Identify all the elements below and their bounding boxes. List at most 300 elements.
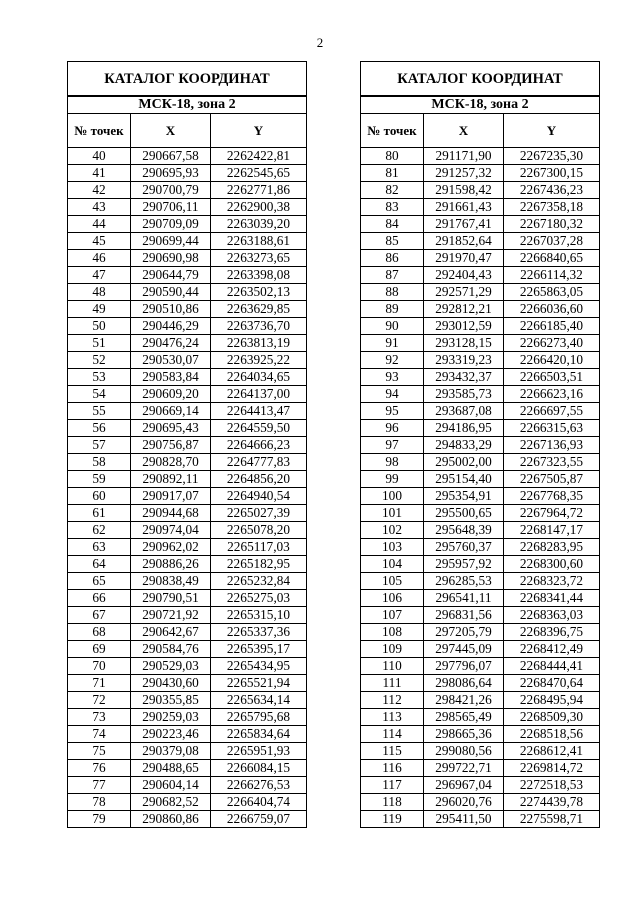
point-number-cell: 81 bbox=[361, 165, 424, 182]
column-header-x: X bbox=[424, 114, 504, 148]
x-coordinate-cell: 295002,00 bbox=[424, 454, 504, 471]
table-row bbox=[361, 607, 600, 624]
point-number-cell: 97 bbox=[361, 437, 424, 454]
point-number-cell: 119 bbox=[361, 811, 424, 828]
x-coordinate-cell: 290838,49 bbox=[131, 573, 211, 590]
point-number-cell: 50 bbox=[68, 318, 131, 335]
coordinate-catalog-table bbox=[67, 61, 307, 828]
point-number-cell: 83 bbox=[361, 199, 424, 216]
point-number-cell: 48 bbox=[68, 284, 131, 301]
table-row bbox=[68, 505, 307, 522]
table-row bbox=[361, 369, 600, 386]
point-number-cell: 107 bbox=[361, 607, 424, 624]
y-coordinate-cell: 2266273,40 bbox=[504, 335, 600, 352]
y-coordinate-cell: 2264413,47 bbox=[211, 403, 307, 420]
table-row bbox=[68, 556, 307, 573]
point-number-cell: 75 bbox=[68, 743, 131, 760]
point-number-cell: 116 bbox=[361, 760, 424, 777]
y-coordinate-cell: 2263629,85 bbox=[211, 301, 307, 318]
x-coordinate-cell: 290430,60 bbox=[131, 675, 211, 692]
point-number-cell: 60 bbox=[68, 488, 131, 505]
table-row bbox=[68, 165, 307, 182]
point-number-cell: 102 bbox=[361, 522, 424, 539]
x-coordinate-cell: 292404,43 bbox=[424, 267, 504, 284]
y-coordinate-cell: 2263736,70 bbox=[211, 318, 307, 335]
table-row bbox=[361, 556, 600, 573]
point-number-cell: 118 bbox=[361, 794, 424, 811]
y-coordinate-cell: 2272518,53 bbox=[504, 777, 600, 794]
x-coordinate-cell: 290790,51 bbox=[131, 590, 211, 607]
table-row bbox=[361, 811, 600, 828]
point-number-cell: 105 bbox=[361, 573, 424, 590]
page-number: 2 bbox=[316, 35, 324, 50]
x-coordinate-cell: 290488,65 bbox=[131, 760, 211, 777]
table-row bbox=[361, 148, 600, 165]
x-coordinate-cell: 290259,03 bbox=[131, 709, 211, 726]
x-coordinate-cell: 297445,09 bbox=[424, 641, 504, 658]
table-row bbox=[361, 692, 600, 709]
x-coordinate-cell: 290892,11 bbox=[131, 471, 211, 488]
table-row bbox=[361, 182, 600, 199]
table-row bbox=[361, 437, 600, 454]
point-number-cell: 111 bbox=[361, 675, 424, 692]
point-number-cell: 40 bbox=[68, 148, 131, 165]
y-coordinate-cell: 2266276,53 bbox=[211, 777, 307, 794]
point-number-cell: 57 bbox=[68, 437, 131, 454]
y-coordinate-cell: 2266420,10 bbox=[504, 352, 600, 369]
y-coordinate-cell: 2265117,03 bbox=[211, 539, 307, 556]
table-row bbox=[68, 607, 307, 624]
x-coordinate-cell: 291852,64 bbox=[424, 233, 504, 250]
table-row bbox=[361, 658, 600, 675]
table-row bbox=[361, 250, 600, 267]
point-number-cell: 52 bbox=[68, 352, 131, 369]
table-row bbox=[361, 709, 600, 726]
x-coordinate-cell: 290642,67 bbox=[131, 624, 211, 641]
table-row bbox=[361, 624, 600, 641]
table-row bbox=[68, 743, 307, 760]
y-coordinate-cell: 2267964,72 bbox=[504, 505, 600, 522]
y-coordinate-cell: 2266503,51 bbox=[504, 369, 600, 386]
y-coordinate-cell: 2266840,65 bbox=[504, 250, 600, 267]
x-coordinate-cell: 296831,56 bbox=[424, 607, 504, 624]
point-number-cell: 109 bbox=[361, 641, 424, 658]
table-row bbox=[361, 165, 600, 182]
x-coordinate-cell: 290530,07 bbox=[131, 352, 211, 369]
table-row bbox=[68, 590, 307, 607]
table-row bbox=[68, 403, 307, 420]
x-coordinate-cell: 290962,02 bbox=[131, 539, 211, 556]
point-number-cell: 117 bbox=[361, 777, 424, 794]
point-number-cell: 110 bbox=[361, 658, 424, 675]
x-coordinate-cell: 291598,42 bbox=[424, 182, 504, 199]
y-coordinate-cell: 2266185,40 bbox=[504, 318, 600, 335]
point-number-cell: 45 bbox=[68, 233, 131, 250]
table-row bbox=[361, 675, 600, 692]
y-coordinate-cell: 2262900,38 bbox=[211, 199, 307, 216]
x-coordinate-cell: 290944,68 bbox=[131, 505, 211, 522]
y-coordinate-cell: 2265078,20 bbox=[211, 522, 307, 539]
x-coordinate-cell: 290682,52 bbox=[131, 794, 211, 811]
x-coordinate-cell: 290699,44 bbox=[131, 233, 211, 250]
y-coordinate-cell: 2264666,23 bbox=[211, 437, 307, 454]
x-coordinate-cell: 296020,76 bbox=[424, 794, 504, 811]
table-row bbox=[361, 641, 600, 658]
y-coordinate-cell: 2266036,60 bbox=[504, 301, 600, 318]
x-coordinate-cell: 290690,98 bbox=[131, 250, 211, 267]
table-row bbox=[361, 216, 600, 233]
point-number-cell: 94 bbox=[361, 386, 424, 403]
x-coordinate-cell: 294833,29 bbox=[424, 437, 504, 454]
table-row bbox=[68, 233, 307, 250]
table-row bbox=[361, 267, 600, 284]
table-row bbox=[361, 743, 600, 760]
table-row bbox=[68, 539, 307, 556]
y-coordinate-cell: 2265027,39 bbox=[211, 505, 307, 522]
point-number-cell: 46 bbox=[68, 250, 131, 267]
x-coordinate-cell: 290355,85 bbox=[131, 692, 211, 709]
point-number-cell: 79 bbox=[68, 811, 131, 828]
x-coordinate-cell: 295648,39 bbox=[424, 522, 504, 539]
point-number-cell: 101 bbox=[361, 505, 424, 522]
y-coordinate-cell: 2267136,93 bbox=[504, 437, 600, 454]
x-coordinate-cell: 295500,65 bbox=[424, 505, 504, 522]
point-number-cell: 91 bbox=[361, 335, 424, 352]
point-number-cell: 99 bbox=[361, 471, 424, 488]
table-row bbox=[68, 760, 307, 777]
table-row bbox=[361, 471, 600, 488]
point-number-cell: 74 bbox=[68, 726, 131, 743]
y-coordinate-cell: 2263502,13 bbox=[211, 284, 307, 301]
point-number-cell: 42 bbox=[68, 182, 131, 199]
table-row bbox=[68, 420, 307, 437]
y-coordinate-cell: 2266315,63 bbox=[504, 420, 600, 437]
point-number-cell: 106 bbox=[361, 590, 424, 607]
x-coordinate-cell: 290446,29 bbox=[131, 318, 211, 335]
x-coordinate-cell: 290756,87 bbox=[131, 437, 211, 454]
y-coordinate-cell: 2274439,78 bbox=[504, 794, 600, 811]
x-coordinate-cell: 290584,76 bbox=[131, 641, 211, 658]
table-row bbox=[68, 675, 307, 692]
y-coordinate-cell: 2268323,72 bbox=[504, 573, 600, 590]
x-coordinate-cell: 295354,91 bbox=[424, 488, 504, 505]
x-coordinate-cell: 296285,53 bbox=[424, 573, 504, 590]
y-coordinate-cell: 2266697,55 bbox=[504, 403, 600, 420]
y-coordinate-cell: 2264034,65 bbox=[211, 369, 307, 386]
table-row bbox=[361, 420, 600, 437]
y-coordinate-cell: 2264137,00 bbox=[211, 386, 307, 403]
x-coordinate-cell: 290379,08 bbox=[131, 743, 211, 760]
point-number-cell: 92 bbox=[361, 352, 424, 369]
point-number-cell: 71 bbox=[68, 675, 131, 692]
x-coordinate-cell: 290223,46 bbox=[131, 726, 211, 743]
table-title: КАТАЛОГ КООРДИНАТ bbox=[361, 62, 600, 97]
point-number-cell: 93 bbox=[361, 369, 424, 386]
x-coordinate-cell: 290604,14 bbox=[131, 777, 211, 794]
y-coordinate-cell: 2275598,71 bbox=[504, 811, 600, 828]
point-number-cell: 89 bbox=[361, 301, 424, 318]
y-coordinate-cell: 2268300,60 bbox=[504, 556, 600, 573]
point-number-cell: 51 bbox=[68, 335, 131, 352]
y-coordinate-cell: 2265834,64 bbox=[211, 726, 307, 743]
point-number-cell: 69 bbox=[68, 641, 131, 658]
y-coordinate-cell: 2266623,16 bbox=[504, 386, 600, 403]
table-row bbox=[68, 488, 307, 505]
y-coordinate-cell: 2268283,95 bbox=[504, 539, 600, 556]
point-number-cell: 104 bbox=[361, 556, 424, 573]
x-coordinate-cell: 290644,79 bbox=[131, 267, 211, 284]
point-number-cell: 68 bbox=[68, 624, 131, 641]
y-coordinate-cell: 2268147,17 bbox=[504, 522, 600, 539]
table-row bbox=[361, 573, 600, 590]
point-number-cell: 49 bbox=[68, 301, 131, 318]
point-number-cell: 108 bbox=[361, 624, 424, 641]
table-row bbox=[68, 726, 307, 743]
x-coordinate-cell: 290828,70 bbox=[131, 454, 211, 471]
point-number-cell: 66 bbox=[68, 590, 131, 607]
y-coordinate-cell: 2263039,20 bbox=[211, 216, 307, 233]
x-coordinate-cell: 290510,86 bbox=[131, 301, 211, 318]
table-row bbox=[361, 760, 600, 777]
table-row bbox=[68, 692, 307, 709]
y-coordinate-cell: 2268509,30 bbox=[504, 709, 600, 726]
table-row bbox=[68, 369, 307, 386]
x-coordinate-cell: 299722,71 bbox=[424, 760, 504, 777]
table-row bbox=[68, 199, 307, 216]
point-number-cell: 87 bbox=[361, 267, 424, 284]
x-coordinate-cell: 290590,44 bbox=[131, 284, 211, 301]
table-row bbox=[68, 352, 307, 369]
point-number-cell: 67 bbox=[68, 607, 131, 624]
point-number-cell: 70 bbox=[68, 658, 131, 675]
table-row bbox=[68, 573, 307, 590]
table-row bbox=[68, 267, 307, 284]
table-row bbox=[361, 403, 600, 420]
x-coordinate-cell: 291257,32 bbox=[424, 165, 504, 182]
y-coordinate-cell: 2267436,23 bbox=[504, 182, 600, 199]
table-row bbox=[68, 522, 307, 539]
point-number-cell: 56 bbox=[68, 420, 131, 437]
x-coordinate-cell: 290695,93 bbox=[131, 165, 211, 182]
table-row bbox=[68, 284, 307, 301]
table-row bbox=[68, 318, 307, 335]
y-coordinate-cell: 2263188,61 bbox=[211, 233, 307, 250]
y-coordinate-cell: 2262545,65 bbox=[211, 165, 307, 182]
table-row bbox=[361, 301, 600, 318]
y-coordinate-cell: 2264559,50 bbox=[211, 420, 307, 437]
x-coordinate-cell: 290721,92 bbox=[131, 607, 211, 624]
y-coordinate-cell: 2265951,93 bbox=[211, 743, 307, 760]
table-row bbox=[68, 624, 307, 641]
y-coordinate-cell: 2266084,15 bbox=[211, 760, 307, 777]
x-coordinate-cell: 292571,29 bbox=[424, 284, 504, 301]
x-coordinate-cell: 290476,24 bbox=[131, 335, 211, 352]
y-coordinate-cell: 2268444,41 bbox=[504, 658, 600, 675]
point-number-cell: 73 bbox=[68, 709, 131, 726]
y-coordinate-cell: 2268412,49 bbox=[504, 641, 600, 658]
y-coordinate-cell: 2267180,32 bbox=[504, 216, 600, 233]
x-coordinate-cell: 296541,11 bbox=[424, 590, 504, 607]
table-row bbox=[68, 794, 307, 811]
x-coordinate-cell: 296967,04 bbox=[424, 777, 504, 794]
y-coordinate-cell: 2267768,35 bbox=[504, 488, 600, 505]
table-row bbox=[361, 726, 600, 743]
table-row bbox=[361, 318, 600, 335]
y-coordinate-cell: 2263925,22 bbox=[211, 352, 307, 369]
x-coordinate-cell: 295957,92 bbox=[424, 556, 504, 573]
y-coordinate-cell: 2267235,30 bbox=[504, 148, 600, 165]
point-number-cell: 100 bbox=[361, 488, 424, 505]
y-coordinate-cell: 2265434,95 bbox=[211, 658, 307, 675]
y-coordinate-cell: 2265275,03 bbox=[211, 590, 307, 607]
x-coordinate-cell: 293687,08 bbox=[424, 403, 504, 420]
y-coordinate-cell: 2263398,08 bbox=[211, 267, 307, 284]
x-coordinate-cell: 297796,07 bbox=[424, 658, 504, 675]
x-coordinate-cell: 295154,40 bbox=[424, 471, 504, 488]
table-row bbox=[68, 811, 307, 828]
x-coordinate-cell: 290709,09 bbox=[131, 216, 211, 233]
point-number-cell: 43 bbox=[68, 199, 131, 216]
column-header-point-number: № точек bbox=[361, 114, 424, 148]
point-number-cell: 47 bbox=[68, 267, 131, 284]
y-coordinate-cell: 2265232,84 bbox=[211, 573, 307, 590]
table-row bbox=[68, 709, 307, 726]
point-number-cell: 64 bbox=[68, 556, 131, 573]
table-row bbox=[68, 335, 307, 352]
table-row bbox=[361, 488, 600, 505]
table-row bbox=[68, 301, 307, 318]
point-number-cell: 84 bbox=[361, 216, 424, 233]
x-coordinate-cell: 290700,79 bbox=[131, 182, 211, 199]
point-number-cell: 77 bbox=[68, 777, 131, 794]
point-number-cell: 85 bbox=[361, 233, 424, 250]
y-coordinate-cell: 2268363,03 bbox=[504, 607, 600, 624]
x-coordinate-cell: 293012,59 bbox=[424, 318, 504, 335]
table-row bbox=[361, 284, 600, 301]
point-number-cell: 82 bbox=[361, 182, 424, 199]
column-header-y: Y bbox=[504, 114, 600, 148]
x-coordinate-cell: 290529,03 bbox=[131, 658, 211, 675]
point-number-cell: 72 bbox=[68, 692, 131, 709]
x-coordinate-cell: 290609,20 bbox=[131, 386, 211, 403]
x-coordinate-cell: 290667,58 bbox=[131, 148, 211, 165]
y-coordinate-cell: 2262422,81 bbox=[211, 148, 307, 165]
point-number-cell: 96 bbox=[361, 420, 424, 437]
x-coordinate-cell: 293128,15 bbox=[424, 335, 504, 352]
x-coordinate-cell: 291970,47 bbox=[424, 250, 504, 267]
x-coordinate-cell: 295411,50 bbox=[424, 811, 504, 828]
y-coordinate-cell: 2262771,86 bbox=[211, 182, 307, 199]
x-coordinate-cell: 292812,21 bbox=[424, 301, 504, 318]
x-coordinate-cell: 290860,86 bbox=[131, 811, 211, 828]
y-coordinate-cell: 2265182,95 bbox=[211, 556, 307, 573]
y-coordinate-cell: 2266404,74 bbox=[211, 794, 307, 811]
y-coordinate-cell: 2264856,20 bbox=[211, 471, 307, 488]
y-coordinate-cell: 2268518,56 bbox=[504, 726, 600, 743]
column-header-y: Y bbox=[211, 114, 307, 148]
y-coordinate-cell: 2263273,65 bbox=[211, 250, 307, 267]
coordinate-catalog-table bbox=[360, 61, 600, 828]
table-row bbox=[361, 454, 600, 471]
point-number-cell: 58 bbox=[68, 454, 131, 471]
table-row bbox=[68, 437, 307, 454]
table-subtitle: МСК-18, зона 2 bbox=[68, 96, 307, 114]
table-row bbox=[361, 386, 600, 403]
y-coordinate-cell: 2266114,32 bbox=[504, 267, 600, 284]
table-row bbox=[68, 641, 307, 658]
x-coordinate-cell: 298086,64 bbox=[424, 675, 504, 692]
y-coordinate-cell: 2267037,28 bbox=[504, 233, 600, 250]
table-row bbox=[361, 199, 600, 216]
x-coordinate-cell: 298421,26 bbox=[424, 692, 504, 709]
table-row bbox=[361, 590, 600, 607]
x-coordinate-cell: 294186,95 bbox=[424, 420, 504, 437]
point-number-cell: 53 bbox=[68, 369, 131, 386]
point-number-cell: 103 bbox=[361, 539, 424, 556]
column-header-x: X bbox=[131, 114, 211, 148]
x-coordinate-cell: 290583,84 bbox=[131, 369, 211, 386]
y-coordinate-cell: 2263813,19 bbox=[211, 335, 307, 352]
point-number-cell: 80 bbox=[361, 148, 424, 165]
y-coordinate-cell: 2266759,07 bbox=[211, 811, 307, 828]
point-number-cell: 59 bbox=[68, 471, 131, 488]
point-number-cell: 76 bbox=[68, 760, 131, 777]
y-coordinate-cell: 2268612,41 bbox=[504, 743, 600, 760]
table-row bbox=[361, 539, 600, 556]
y-coordinate-cell: 2268341,44 bbox=[504, 590, 600, 607]
table-row bbox=[361, 352, 600, 369]
y-coordinate-cell: 2265521,94 bbox=[211, 675, 307, 692]
y-coordinate-cell: 2264777,83 bbox=[211, 454, 307, 471]
y-coordinate-cell: 2265795,68 bbox=[211, 709, 307, 726]
table-row bbox=[361, 777, 600, 794]
x-coordinate-cell: 298565,49 bbox=[424, 709, 504, 726]
table-row bbox=[361, 794, 600, 811]
x-coordinate-cell: 290669,14 bbox=[131, 403, 211, 420]
point-number-cell: 115 bbox=[361, 743, 424, 760]
y-coordinate-cell: 2265863,05 bbox=[504, 284, 600, 301]
point-number-cell: 65 bbox=[68, 573, 131, 590]
point-number-cell: 63 bbox=[68, 539, 131, 556]
y-coordinate-cell: 2267300,15 bbox=[504, 165, 600, 182]
table-row bbox=[68, 471, 307, 488]
x-coordinate-cell: 291661,43 bbox=[424, 199, 504, 216]
point-number-cell: 95 bbox=[361, 403, 424, 420]
table-row bbox=[68, 216, 307, 233]
column-header-point-number: № точек bbox=[68, 114, 131, 148]
table-row bbox=[361, 233, 600, 250]
point-number-cell: 44 bbox=[68, 216, 131, 233]
point-number-cell: 78 bbox=[68, 794, 131, 811]
point-number-cell: 55 bbox=[68, 403, 131, 420]
table-row bbox=[68, 658, 307, 675]
y-coordinate-cell: 2265337,36 bbox=[211, 624, 307, 641]
y-coordinate-cell: 2269814,72 bbox=[504, 760, 600, 777]
x-coordinate-cell: 295760,37 bbox=[424, 539, 504, 556]
y-coordinate-cell: 2268495,94 bbox=[504, 692, 600, 709]
x-coordinate-cell: 291767,41 bbox=[424, 216, 504, 233]
x-coordinate-cell: 290917,07 bbox=[131, 488, 211, 505]
table-row bbox=[361, 522, 600, 539]
y-coordinate-cell: 2264940,54 bbox=[211, 488, 307, 505]
x-coordinate-cell: 290706,11 bbox=[131, 199, 211, 216]
table-row bbox=[68, 454, 307, 471]
y-coordinate-cell: 2268396,75 bbox=[504, 624, 600, 641]
table-row bbox=[68, 148, 307, 165]
x-coordinate-cell: 293319,23 bbox=[424, 352, 504, 369]
table-row bbox=[68, 777, 307, 794]
table-row bbox=[361, 505, 600, 522]
